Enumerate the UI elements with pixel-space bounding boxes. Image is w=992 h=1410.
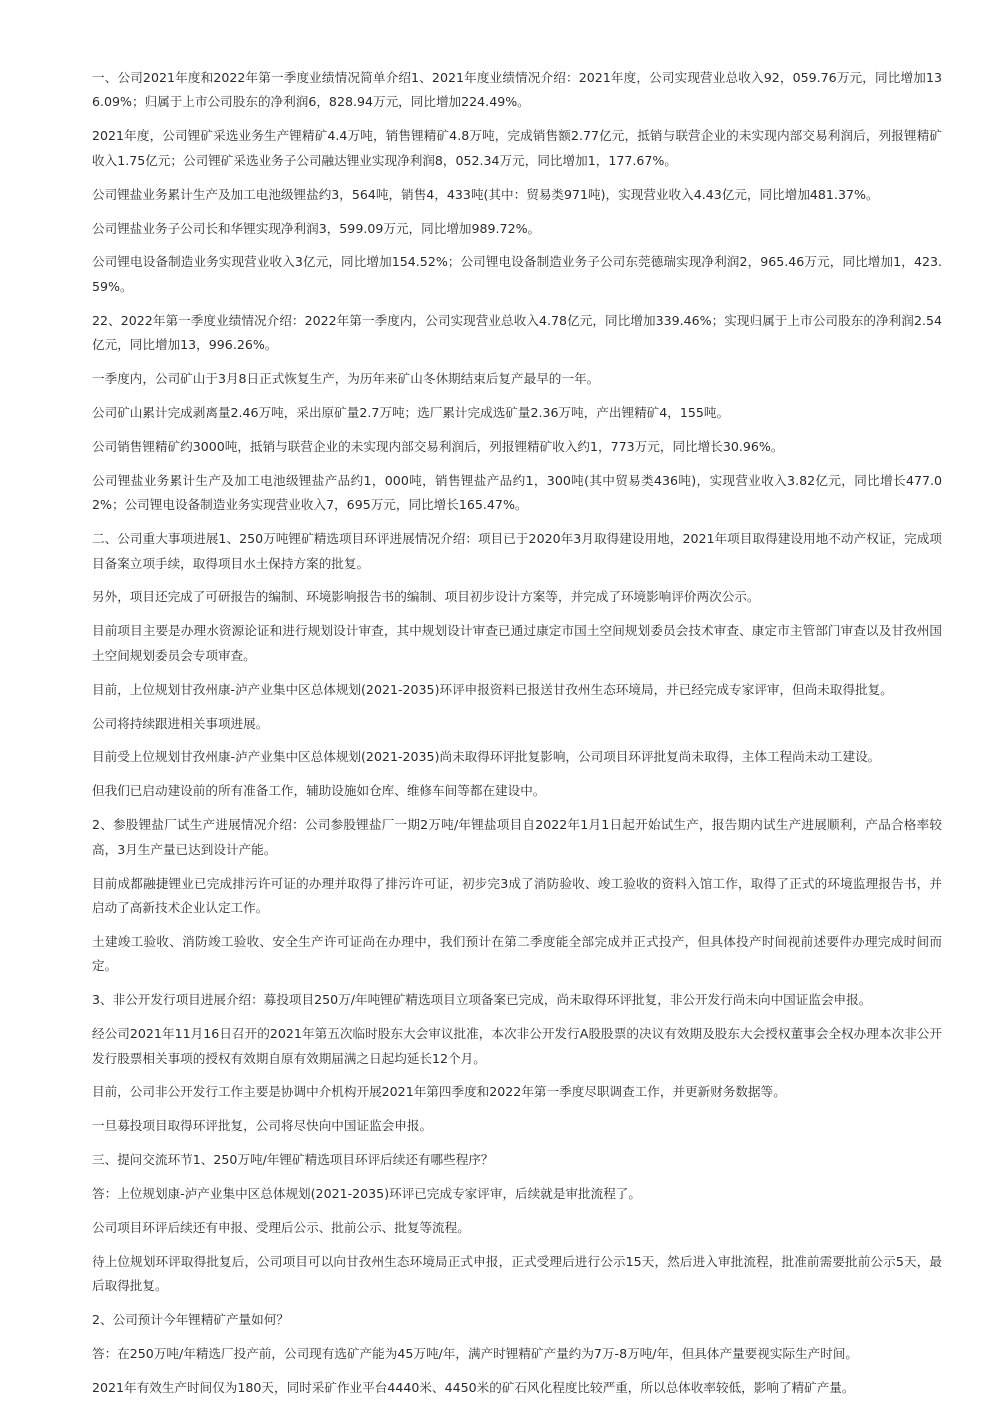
paragraph: 公司锂盐业务累计生产及加工电池级锂盐产品约1，000吨，销售锂盐产品约1，300吨(其中贸易类436吨)，实现营业收入3.82亿元，同比增长477.02%；公司锂电设备制造业务实现营业收入7，695万元，同比增长165.47%。	[92, 472, 942, 513]
paragraph: 土建竣工验收、消防竣工验收、安全生产许可证尚在办理中，我们预计在第二季度能全部完成并正式投产，但具体投产时间视前述要件办理完成时间而定。	[92, 933, 942, 974]
paragraph: 答：上位规划康-泸产业集中区总体规划(2021-2035)环评已完成专家评审，后续就是审批流程了。	[92, 1186, 641, 1202]
paragraph: 答：在250万吨/年精选厂投产前，公司现有选矿产能为45万吨/年，满产时锂精矿产量约为7万-8万吨/年，但具体产量要视实际生产时间。	[92, 1346, 859, 1362]
paragraph: 公司项目环评后续还有申报、受理后公示、批前公示、批复等流程。	[92, 1220, 470, 1236]
paragraph: 公司锂电设备制造业务实现营业收入3亿元，同比增加154.52%；公司锂电设备制造业务子公司东莞德瑞实现净利润2，965.46万元，同比增加1，423.59%。	[92, 254, 942, 294]
paragraph: 经公司2021年11月16日召开的2021年第五次临时股东大会审议批准，本次非公开发行A股股票的决议有效期及股东大会授权董事会全权办理本次非公开发行股票相关事项的授权有效期自原有效期届满之日起均延长12个月。	[92, 1026, 942, 1066]
paragraph: 另外，项目还完成了可研报告的编制、环境影响报告书的编制、项目初步设计方案等，并完成了环境影响评价两次公示。	[92, 589, 760, 605]
paragraph: 二、公司重大事项进展1、250万吨锂矿精选项目环评进展情况介绍：项目已于2020年3月取得建设用地，2021年项目取得建设用地不动产权证，完成项目备案立项手续，取得项目水土保持方案的批复。	[92, 531, 942, 571]
paragraph: 2021年度，公司锂矿采选业务生产锂精矿4.4万吨，销售锂精矿4.8万吨，完成销售额2.77亿元，抵销与联营企业的未实现内部交易利润后，列报锂精矿收入1.75亿元；公司锂矿采选业务子公司融达锂业实现净利润8，052.34万元，同比增加1，177.67%。	[92, 128, 942, 168]
paragraph: 公司锂盐业务累计生产及加工电池级锂盐约3，564吨，销售4，433吨(其中：贸易类971吨)，实现营业收入4.43亿元，同比增加481.37%。	[92, 186, 879, 202]
paragraph: 目前项目主要是办理水资源论证和进行规划设计审查，其中规划设计审查已通过康定市国土空间规划委员会技术审查、康定市主管部门审查以及甘孜州国土空间规划委员会专项审查。	[92, 623, 942, 663]
paragraph: 3、非公开发行项目进展介绍：募投项目250万/年吨锂矿精选项目立项备案已完成，尚未取得环评批复，非公开发行尚未向中国证监会申报。	[92, 992, 872, 1008]
paragraph: 公司销售锂精矿约3000吨，抵销与联营企业的未实现内部交易利润后，列报锂精矿收入约1，773万元，同比增长30.96%。	[92, 438, 784, 454]
paragraph: 公司矿山累计完成剥离量2.46万吨，采出原矿量2.7万吨；选厂累计完成选矿量2.36万吨，产出锂精矿4，155吨。	[92, 404, 730, 420]
paragraph: 2、公司预计今年锂精矿产量如何？	[92, 1312, 289, 1328]
paragraph: 一、公司2021年度和2022年第一季度业绩情况简单介绍1、2021年度业绩情况介绍：2021年度，公司实现营业总收入92，059.76万元，同比增加136.09%；归属于上市公司股东的净利润6，828.94万元，同比增加224.49%。	[92, 70, 942, 110]
paragraph: 一季度内，公司矿山于3月8日正式恢复生产，为历年来矿山冬休期结束后复产最早的一年。	[92, 371, 600, 387]
paragraph: 目前成都融捷锂业已完成排污许可证的办理并取得了排污许可证，初步完3成了消防验收、竣工验收的资料入馆工作，取得了正式的环境监理报告书，并启动了高新技术企业认定工作。	[92, 875, 942, 915]
paragraph: 公司将持续跟进相关事项进展。	[92, 715, 269, 731]
paragraph: 待上位规划环评取得批复后，公司项目可以向甘孜州生态环境局正式申报，正式受理后进行公示15天，然后进入审批流程，批准前需要批前公示5天，最后取得批复。	[92, 1253, 942, 1294]
paragraph: 2、参股锂盐厂试生产进展情况介绍：公司参股锂盐厂一期2万吨/年锂盐项目自2022年1月1日起开始试生产，报告期内试生产进展顺利，产品合格率较高，3月生产量已达到设计产能。	[92, 817, 942, 857]
paragraph: 2021年有效生产时间仅为180天，同时采矿作业平台4440米、4450米的矿石风化程度比较严重，所以总体收率较低，影响了精矿产量。	[92, 1380, 855, 1396]
paragraph: 目前，上位规划甘孜州康-泸产业集中区总体规划(2021-2035)环评申报资料已报送甘孜州生态环境局，并已经完成专家评审，但尚未取得批复。	[92, 681, 893, 697]
paragraph: 目前受上位规划甘孜州康-泸产业集中区总体规划(2021-2035)尚未取得环评批复影响，公司项目环评批复尚未取得，主体工程尚未动工建设。	[92, 749, 881, 765]
paragraph: 三、提问交流环节1、250万吨/年锂矿精选项目环评后续还有哪些程序？	[92, 1152, 494, 1168]
paragraph: 22、2022年第一季度业绩情况介绍：2022年第一季度内，公司实现营业总收入4.78亿元，同比增加339.46%；实现归属于上市公司股东的净利润2.54亿元，同比增加13，996.26%。	[92, 312, 942, 353]
paragraph: 公司锂盐业务子公司长和华锂实现净利润3，599.09万元，同比增加989.72%。	[92, 220, 541, 236]
document-body	[92, 66, 942, 1410]
paragraph: 但我们已启动建设前的所有准备工作，辅助设施如仓库、维修车间等都在建设中。	[92, 783, 546, 799]
paragraph: 一旦募投项目取得环评批复，公司将尽快向中国证监会申报。	[92, 1118, 433, 1134]
paragraph: 目前，公司非公开发行工作主要是协调中介机构开展2021年第四季度和2022年第一季度尽职调查工作，并更新财务数据等。	[92, 1084, 786, 1100]
